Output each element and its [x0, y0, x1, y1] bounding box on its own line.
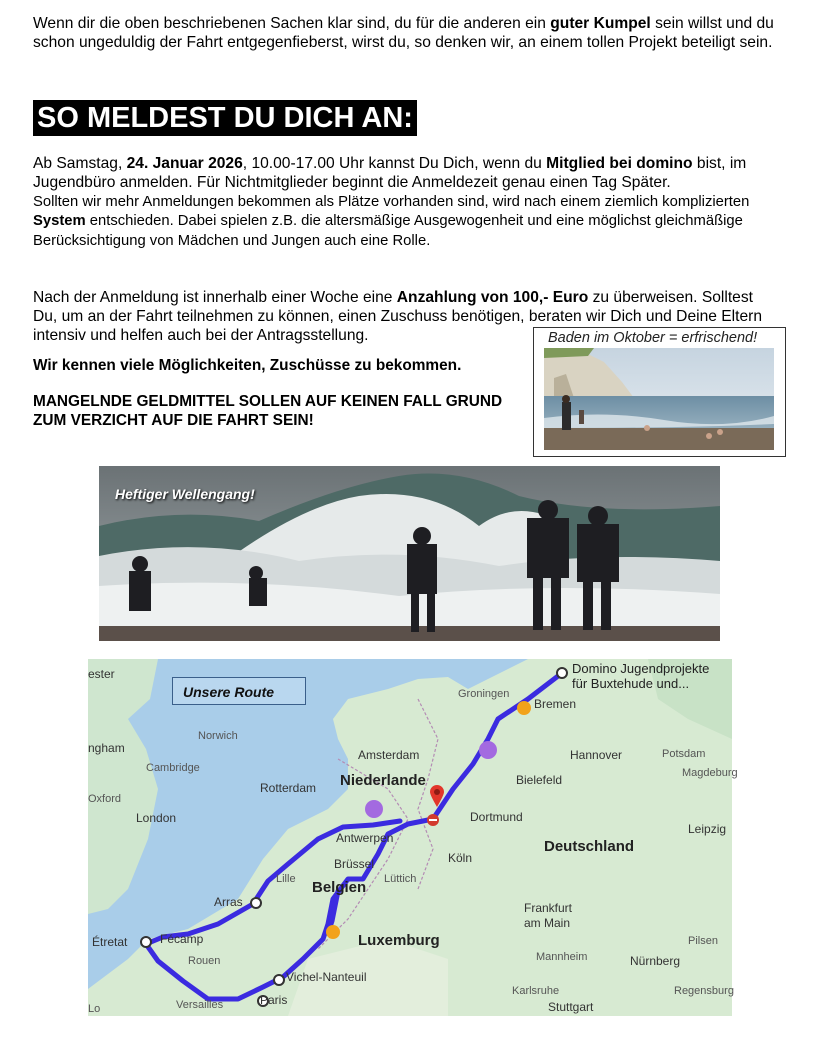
map-label-koeln: Köln [448, 851, 473, 865]
reg-text-2: , 10.00-17.00 Uhr kannst Du Dich, wenn du [242, 155, 547, 172]
pay-text-2: zu überweisen. Solltest Du, um an der Fahrt teilnehmen zu können, einen Zuschuss benötigen, beraten wir Dich und Deine Eltern intensiv und helfen auch bei der Antragsstellung. [33, 289, 762, 344]
map-label-norwich: Norwich [198, 730, 238, 742]
map-label-groningen: Groningen [458, 688, 510, 700]
map-label-etretat: Étretat [92, 935, 128, 949]
reg-date: 24. Januar 2026 [126, 155, 243, 172]
map-label-bremen: Bremen [534, 697, 577, 711]
map-label-niederlande: Niederlande [340, 772, 426, 789]
reg-member: Mitglied bei domino [546, 155, 693, 172]
map-label-lille: Lille [276, 873, 296, 885]
beach-photo [544, 348, 774, 450]
pay-text-1: Nach der Anmeldung ist innerhalb einer Woche eine [33, 289, 397, 306]
map-label-fecamp: Fécamp [160, 932, 204, 946]
reg-system: System [33, 213, 86, 229]
map-label-karlsruhe: Karlsruhe [512, 985, 560, 997]
reg-text-4: Sollten wir mehr Anmeldungen bekommen als Plätze vorhanden sind, wird nach einem ziemlich komplizierten [33, 194, 750, 210]
map-label-bielefeld: Bielefeld [516, 773, 563, 787]
intro-text-2: sein willst und du schon ungeduldig der Fahrt entgegenfieberst, wirst du, so denken wir, an einem tollen Projekt beteiligt sein. [33, 15, 774, 51]
reg-text-1: Ab Samstag, [33, 155, 127, 172]
map-label-deutschland: Deutschland [544, 838, 635, 855]
map-label-london: London [136, 811, 177, 825]
route-label-box: Unsere Route [172, 677, 306, 705]
map-label-regensburg: Regensburg [674, 985, 734, 997]
waves-photo [99, 466, 720, 641]
beach-photo-caption: Baden im Oktober = erfrischend! [548, 330, 758, 346]
registration-paragraph [33, 154, 793, 250]
map-label-antwerpen: Antwerpen [336, 831, 394, 845]
map-label-mannheim: Mannheim [536, 951, 588, 963]
map-label-hannover: Hannover [570, 748, 623, 762]
waves-photo-caption: Heftiger Wellengang! [115, 486, 255, 502]
map-label-paris: Paris [260, 993, 288, 1007]
route-map [88, 659, 738, 1016]
map-label-cambridge: Cambridge [146, 762, 200, 774]
intro-paragraph [33, 14, 793, 52]
map-label-ngham: ngham [88, 741, 125, 755]
map-label-arras: Arras [214, 895, 243, 909]
map-label-vichel: Vichel-Nanteuil [286, 970, 367, 984]
map-origin-label: Domino Jugendprojekte für Buxtehude und... [572, 661, 710, 691]
beach-photo-box [533, 327, 786, 457]
map-label-stuttgart: Stuttgart [548, 1000, 594, 1014]
intro-bold: guter Kumpel [550, 15, 651, 32]
map-label-versailles: Versailles [176, 999, 224, 1011]
section-heading: SO MELDEST DU DICH AN: [33, 100, 417, 136]
map-label-luettich: Lüttich [384, 873, 417, 885]
map-label-bruessel: Brüssel [334, 857, 375, 871]
map-label-belgien: Belgien [312, 879, 367, 896]
map-label-leipzig: Leipzig [688, 822, 727, 836]
map-label-magdeburg: Magdeburg [682, 767, 738, 779]
map-label-frankfurt: Frankfurt am Main [524, 901, 573, 930]
map-label-lo: Lo [88, 1003, 101, 1015]
map-label-dortmund: Dortmund [470, 810, 523, 824]
support-line: Wir kennen viele Möglichkeiten, Zuschüsse zu bekommen. [33, 357, 462, 374]
map-label-rotterdam: Rotterdam [260, 781, 317, 795]
map-label-oxford: Oxford [88, 793, 122, 805]
map-label-rouen: Rouen [188, 955, 221, 967]
money-line: MANGELNDE GELDMITTEL SOLLEN AUF KEINEN FALL GRUND ZUM VERZICHT AUF DIE FAHRT SEIN! [33, 393, 503, 429]
map-label-ester: ester [88, 667, 115, 681]
map-label-potsdam: Potsdam [662, 748, 706, 760]
reg-text-5: entschieden. Dabei spielen z.B. die altersmäßige Ausgewogenheit und eine möglichst gleichmäßige Berücksichtigung von Mädchen und Jungen auch eine Rolle. [33, 213, 743, 249]
map-label-nuernberg: Nürnberg [630, 954, 681, 968]
map-label-pilsen: Pilsen [688, 935, 718, 947]
map-label-amsterdam: Amsterdam [358, 748, 420, 762]
reg-text-3: bist, im Jugendbüro anmelden. Für Nichtmitglieder beginnt die Anmeldezeit genau einen Tag Später. [33, 155, 747, 191]
pay-amount: Anzahlung von 100,- Euro [396, 289, 589, 306]
map-label-luxemburg: Luxemburg [358, 932, 440, 949]
intro-text: Wenn dir die oben beschriebenen Sachen klar sind, du für die anderen ein [33, 15, 551, 32]
